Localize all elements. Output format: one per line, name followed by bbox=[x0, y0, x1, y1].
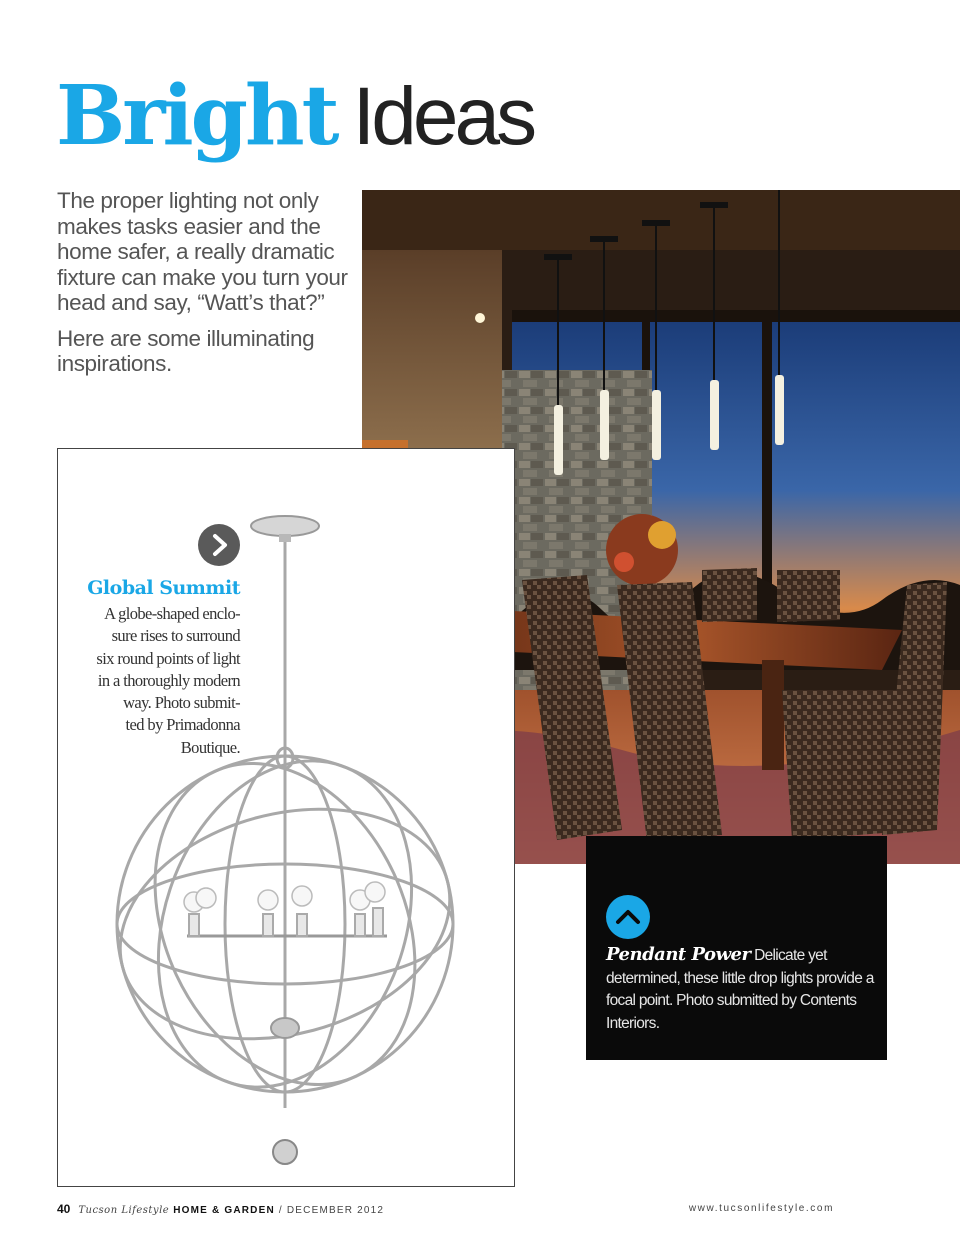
page-number: 40 bbox=[57, 1202, 71, 1216]
title-ideas: Ideas bbox=[352, 71, 534, 162]
chevron-right-icon bbox=[198, 524, 240, 566]
footer-folio bbox=[57, 1202, 384, 1216]
caption-line: A globe-shaped enclo- bbox=[104, 604, 240, 623]
caption-line: way. Photo submit- bbox=[123, 693, 240, 713]
pendant-power-caption bbox=[606, 944, 874, 1035]
intro-text bbox=[57, 188, 357, 387]
intro-paragraph-1: The proper lighting not only makes tasks easier and the home safer, a really dramatic fixture can make you turn your head and say, “Watt’s that?” bbox=[57, 188, 348, 315]
publication-name: Tucson Lifestyle bbox=[78, 1205, 170, 1216]
global-summit-heading: Global Summit bbox=[87, 577, 240, 599]
chevron-up-icon bbox=[606, 895, 650, 939]
section-name: HOME & GARDEN bbox=[173, 1205, 275, 1216]
pendant-power-body: Delicate yet determined, these little drop lights provide a focal point. Photo submitted by Contents Interiors. bbox=[606, 947, 874, 1032]
caption-line: in a thoroughly modern bbox=[97, 670, 240, 690]
intro-paragraph-2: Here are some illuminating inspirations. bbox=[57, 325, 315, 376]
caption-line: Boutique. bbox=[180, 737, 240, 757]
pendant-power-heading: Pendant Power bbox=[606, 944, 751, 965]
caption-line: six round points of light bbox=[96, 648, 240, 668]
footer-url: www.tucsonlifestyle.com bbox=[688, 1203, 834, 1214]
footer-separator: / bbox=[278, 1205, 283, 1216]
page-title bbox=[56, 66, 533, 166]
issue-date: DECEMBER 2012 bbox=[286, 1205, 385, 1216]
orb-chandelier-image bbox=[57, 448, 515, 1187]
caption-line: ted by Primadonna bbox=[125, 715, 240, 735]
global-summit-body bbox=[60, 603, 240, 759]
global-summit-caption bbox=[60, 576, 240, 759]
caption-line: sure rises to surround bbox=[111, 626, 240, 646]
title-bright: Bright bbox=[56, 68, 337, 164]
